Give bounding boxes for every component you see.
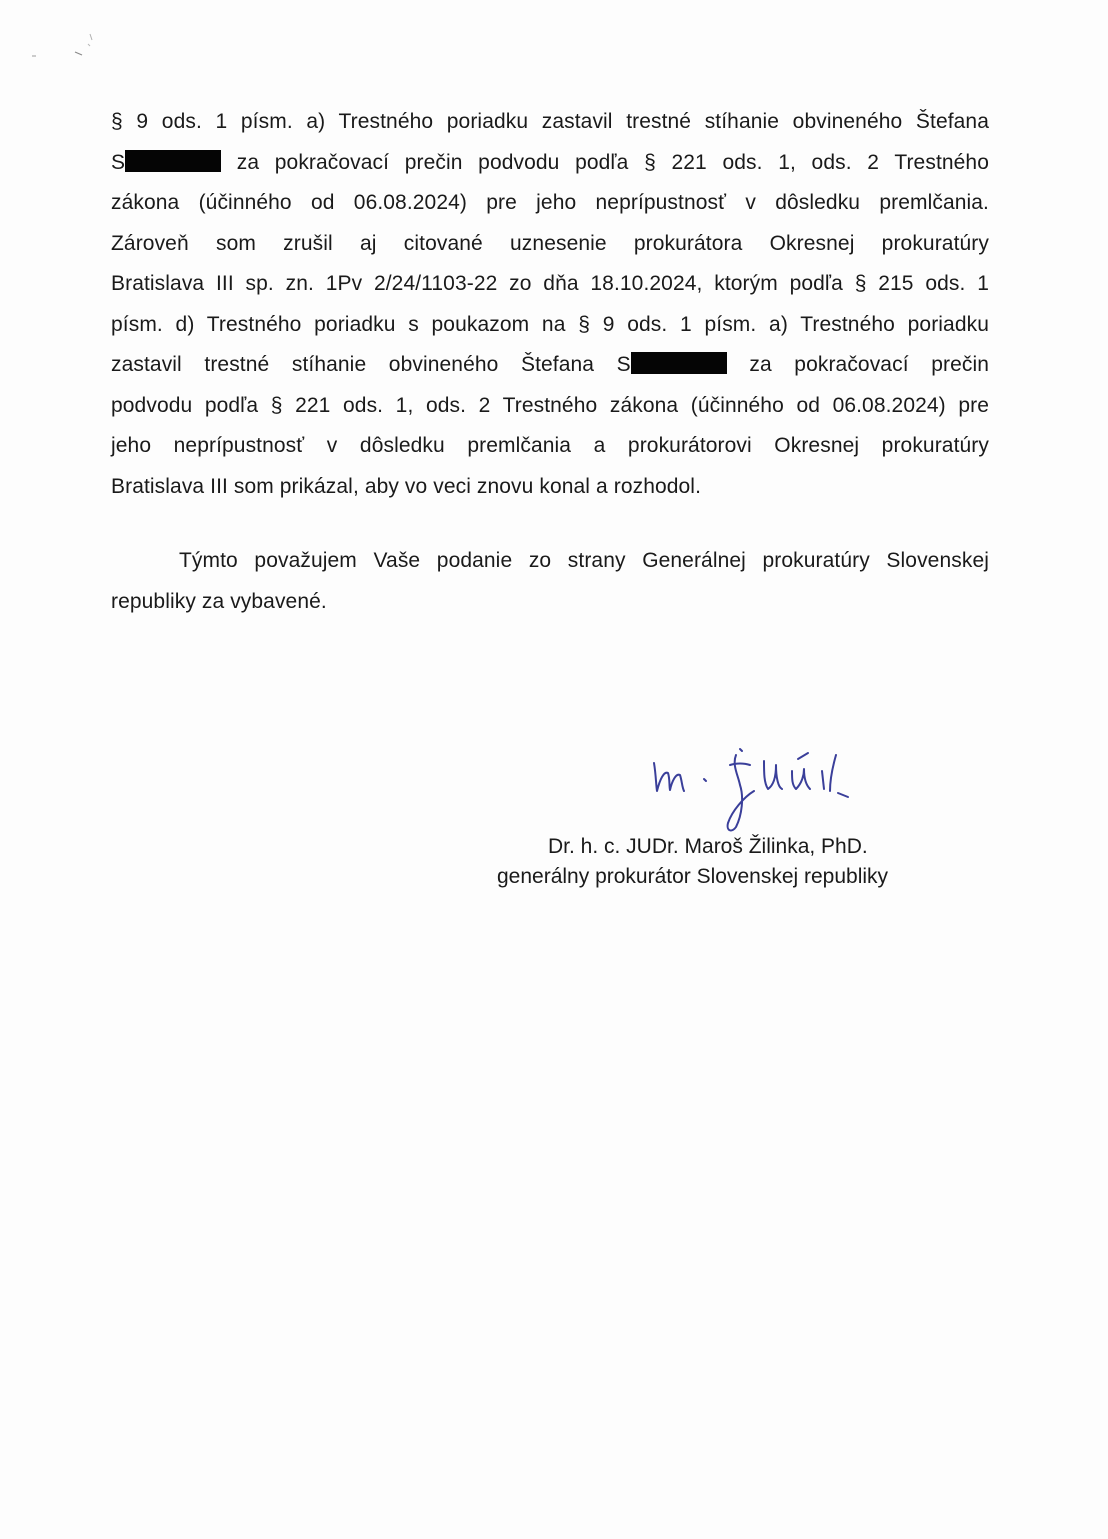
body-line-text: za pokračovací prečin: [749, 353, 989, 376]
signatory-block: [497, 832, 937, 892]
signatory-title: generálny prokurátor Slovenskej republiky: [497, 865, 889, 888]
letter-body: [111, 102, 989, 622]
body-line: jeho neprípustnosť v dôsledku premlčania a prokurátorovi Okresnej prokuratúry: [111, 434, 989, 457]
body-line: zákona (účinného od 06.08.2024) pre jeho neprípustnosť v dôsledku premlčania.: [111, 191, 989, 214]
handwritten-signature: [640, 735, 880, 845]
body-line: republiky za vybavené.: [111, 589, 327, 613]
body-line-text: za pokračovací prečin podvodu podľa § 221 ods. 1, ods. 2 Trestného: [236, 150, 989, 174]
body-line: Bratislava III sp. zn. 1Pv 2/24/1103-22 zo dňa 18.10.2024, ktorým podľa § 215 ods. 1: [111, 272, 989, 295]
signatory-name: Dr. h. c. JUDr. Maroš Žilinka, PhD.: [548, 835, 868, 858]
redaction-box: [125, 150, 221, 172]
redaction-box: [631, 352, 727, 374]
body-line: Bratislava III som prikázal, aby vo veci znovu konal a rozhodol.: [111, 474, 702, 498]
body-line: [111, 345, 989, 386]
body-line: písm. d) Trestného poriadku s poukazom na § 9 ods. 1 písm. a) Trestného poriadku: [111, 312, 989, 336]
paragraph-gap: [111, 507, 989, 541]
body-line: [111, 143, 989, 184]
body-line: Týmto považujem Vaše podanie zo strany Generálnej prokuratúry Slovenskej: [179, 549, 989, 572]
scan-artifact: [30, 30, 100, 70]
body-line-text: zastavil trestné stíhanie obvineného Štefana S: [111, 353, 631, 376]
redacted-name-prefix: S: [111, 150, 126, 174]
body-line: § 9 ods. 1 písm. a) Trestného poriadku zastavil trestné stíhanie obvineného Štefana: [111, 110, 989, 133]
body-line: Zároveň som zrušil aj citované uznesenie prokurátora Okresnej prokuratúry: [111, 231, 989, 255]
body-line: podvodu podľa § 221 ods. 1, ods. 2 Trestného zákona (účinného od 06.08.2024) pre: [111, 393, 989, 417]
